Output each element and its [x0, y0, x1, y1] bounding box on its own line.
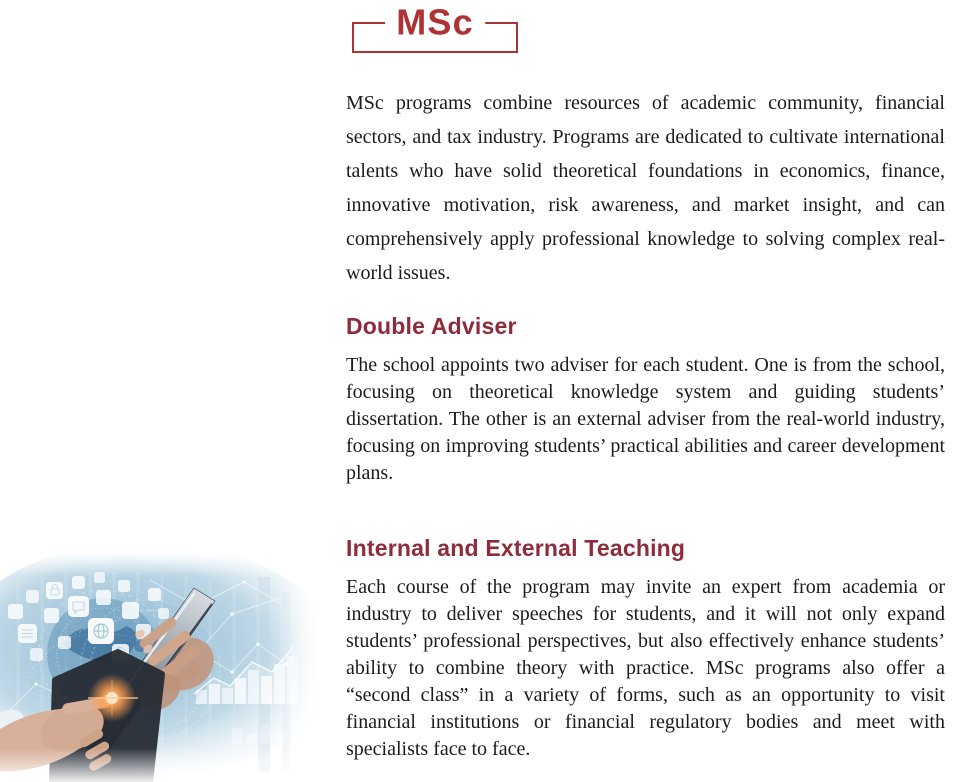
page-title: MSc [385, 5, 485, 41]
section-body-double-adviser: The school appoints two adviser for each student. One is from the school, focusing on theoretical knowledge system and guiding students’ dissertation. The other is an external adviser from the real-world industry, focusing on improving students’ practical abilities and career development plans. [346, 354, 945, 484]
edge-fade [0, 552, 318, 576]
tablet-photo-graphic [0, 552, 318, 782]
section-heading-internal-external-teaching: Internal and External Teaching [346, 535, 686, 561]
section-heading-double-adviser: Double Adviser [346, 313, 517, 339]
section-body-internal-external-teaching: Each course of the program may invite an expert from academia or industry to deliver speeches for students, and it will not only expand students’ professional perspectives, but also effectively enhance students’ ability to combine theory with practice. MSc programs also offer a “second class” in a variety of forms, such as an opportunity to visit financial institutions or financial regulatory bodies and meet with specialists face to face. [346, 576, 945, 760]
tablet-photo [0, 552, 318, 782]
edge-fade [0, 748, 318, 782]
edge-fade [278, 552, 318, 782]
intro-paragraph: MSc programs combine resources of academic community, financial sectors, and tax industry. Programs are dedicated to cultivate international talents who have solid theoretical foundations in economics, finance, innovative motivation, risk awareness, and market insight, and can comprehensively apply professional knowledge to solving complex real-world issues. [346, 92, 945, 284]
content-column [346, 0, 945, 782]
